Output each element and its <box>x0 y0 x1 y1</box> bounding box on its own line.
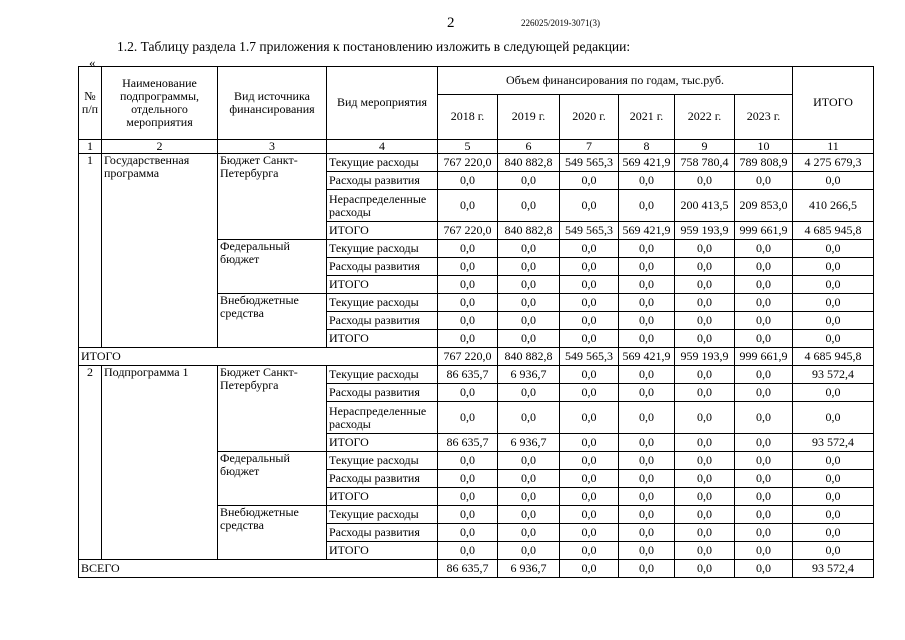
program-name: Государственная программа <box>102 154 218 348</box>
value-cell: 410 266,5 <box>793 190 874 222</box>
value-cell: 0,0 <box>560 402 619 434</box>
activity-type: Текущие расходы <box>327 366 438 384</box>
activity-type: Нераспределенные расходы <box>327 190 438 222</box>
value-cell: 0,0 <box>619 258 675 276</box>
total-value: 0,0 <box>735 560 793 578</box>
funding-source: Федеральный бюджет <box>218 452 327 506</box>
value-cell: 0,0 <box>793 488 874 506</box>
value-cell: 0,0 <box>675 488 735 506</box>
total-value: 840 882,8 <box>498 348 560 366</box>
header-num: № п/п <box>79 67 102 140</box>
value-cell: 0,0 <box>735 366 793 384</box>
intro-paragraph: 1.2. Таблицу раздела 1.7 приложения к постановлению изложить в следующей редакции: <box>117 39 631 54</box>
header-total: ИТОГО <box>793 67 874 140</box>
value-cell: 0,0 <box>675 276 735 294</box>
value-cell: 0,0 <box>438 330 498 348</box>
activity-type: Нераспределенные расходы <box>327 402 438 434</box>
funding-source: Внебюджетные средства <box>218 506 327 560</box>
value-cell: 758 780,4 <box>675 154 735 172</box>
value-cell: 0,0 <box>735 402 793 434</box>
value-cell: 0,0 <box>498 452 560 470</box>
value-cell: 0,0 <box>438 172 498 190</box>
column-number: 1 <box>79 140 102 154</box>
value-cell: 840 882,8 <box>498 222 560 240</box>
value-cell: 0,0 <box>675 366 735 384</box>
total-value: 4 685 945,8 <box>793 348 874 366</box>
value-cell: 0,0 <box>619 294 675 312</box>
value-cell: 0,0 <box>619 434 675 452</box>
column-number: 4 <box>327 140 438 154</box>
value-cell: 0,0 <box>560 312 619 330</box>
value-cell: 0,0 <box>793 172 874 190</box>
total-value: 0,0 <box>560 560 619 578</box>
table-row <box>79 366 874 384</box>
page-number: 2 <box>447 15 455 31</box>
value-cell: 0,0 <box>793 294 874 312</box>
value-cell: 0,0 <box>438 506 498 524</box>
value-cell: 0,0 <box>498 330 560 348</box>
value-cell: 0,0 <box>560 294 619 312</box>
value-cell: 0,0 <box>619 190 675 222</box>
value-cell: 0,0 <box>793 506 874 524</box>
value-cell: 0,0 <box>498 402 560 434</box>
value-cell: 0,0 <box>498 488 560 506</box>
total-label: ИТОГО <box>79 348 438 366</box>
value-cell: 0,0 <box>793 470 874 488</box>
value-cell: 0,0 <box>793 384 874 402</box>
total-value: 549 565,3 <box>560 348 619 366</box>
table-row <box>79 154 874 172</box>
activity-type: Расходы развития <box>327 524 438 542</box>
value-cell: 0,0 <box>498 276 560 294</box>
activity-type: ИТОГО <box>327 488 438 506</box>
activity-type: Текущие расходы <box>327 240 438 258</box>
value-cell: 0,0 <box>619 470 675 488</box>
funding-source: Федеральный бюджет <box>218 240 327 294</box>
value-cell: 0,0 <box>560 506 619 524</box>
value-cell: 0,0 <box>793 542 874 560</box>
activity-type: Текущие расходы <box>327 154 438 172</box>
value-cell: 0,0 <box>619 276 675 294</box>
value-cell: 0,0 <box>675 258 735 276</box>
value-cell: 549 565,3 <box>560 222 619 240</box>
value-cell: 0,0 <box>619 172 675 190</box>
value-cell: 0,0 <box>438 402 498 434</box>
value-cell: 0,0 <box>560 190 619 222</box>
opening-quote: « <box>89 55 96 70</box>
header-year: 2022 г. <box>675 95 735 140</box>
value-cell: 0,0 <box>675 384 735 402</box>
value-cell: 0,0 <box>619 506 675 524</box>
value-cell: 0,0 <box>498 470 560 488</box>
value-cell: 0,0 <box>560 434 619 452</box>
value-cell: 0,0 <box>675 402 735 434</box>
value-cell: 0,0 <box>498 258 560 276</box>
value-cell: 0,0 <box>735 276 793 294</box>
value-cell: 0,0 <box>675 240 735 258</box>
value-cell: 93 572,4 <box>793 366 874 384</box>
value-cell: 0,0 <box>560 366 619 384</box>
value-cell: 0,0 <box>619 312 675 330</box>
activity-type: Текущие расходы <box>327 294 438 312</box>
value-cell: 0,0 <box>560 384 619 402</box>
value-cell: 0,0 <box>560 330 619 348</box>
column-number: 10 <box>735 140 793 154</box>
value-cell: 0,0 <box>560 470 619 488</box>
value-cell: 0,0 <box>793 452 874 470</box>
program-name: Подпрограмма 1 <box>102 366 218 560</box>
value-cell: 0,0 <box>793 258 874 276</box>
value-cell: 0,0 <box>735 312 793 330</box>
value-cell: 0,0 <box>560 524 619 542</box>
value-cell: 0,0 <box>560 542 619 560</box>
column-number: 5 <box>438 140 498 154</box>
total-row <box>79 560 874 578</box>
header-volume: Объем финансирования по годам, тыс.руб. <box>438 67 793 95</box>
activity-type: ИТОГО <box>327 542 438 560</box>
total-value: 93 572,4 <box>793 560 874 578</box>
value-cell: 0,0 <box>438 470 498 488</box>
value-cell: 0,0 <box>498 240 560 258</box>
value-cell: 0,0 <box>438 258 498 276</box>
header-year: 2021 г. <box>619 95 675 140</box>
column-number: 9 <box>675 140 735 154</box>
value-cell: 0,0 <box>438 294 498 312</box>
value-cell: 0,0 <box>560 452 619 470</box>
value-cell: 0,0 <box>438 276 498 294</box>
value-cell: 6 936,7 <box>498 434 560 452</box>
activity-type: ИТОГО <box>327 222 438 240</box>
activity-type: Расходы развития <box>327 258 438 276</box>
total-value: 0,0 <box>619 560 675 578</box>
value-cell: 0,0 <box>560 276 619 294</box>
financing-table <box>78 66 874 578</box>
value-cell: 0,0 <box>675 312 735 330</box>
document-code: 226025/2019-3071(3) <box>521 18 600 28</box>
value-cell: 0,0 <box>793 240 874 258</box>
value-cell: 0,0 <box>735 240 793 258</box>
value-cell: 0,0 <box>438 524 498 542</box>
value-cell: 0,0 <box>498 506 560 524</box>
value-cell: 0,0 <box>619 384 675 402</box>
value-cell: 0,0 <box>498 294 560 312</box>
value-cell: 0,0 <box>619 330 675 348</box>
value-cell: 0,0 <box>619 524 675 542</box>
activity-type: Расходы развития <box>327 312 438 330</box>
value-cell: 0,0 <box>675 470 735 488</box>
value-cell: 0,0 <box>498 542 560 560</box>
value-cell: 0,0 <box>560 258 619 276</box>
value-cell: 93 572,4 <box>793 434 874 452</box>
activity-type: ИТОГО <box>327 434 438 452</box>
activity-type: Текущие расходы <box>327 506 438 524</box>
value-cell: 0,0 <box>498 384 560 402</box>
value-cell: 0,0 <box>735 384 793 402</box>
value-cell: 0,0 <box>793 330 874 348</box>
total-label: ВСЕГО <box>79 560 438 578</box>
value-cell: 0,0 <box>675 434 735 452</box>
value-cell: 0,0 <box>735 524 793 542</box>
value-cell: 0,0 <box>675 542 735 560</box>
row-number: 1 <box>79 154 102 348</box>
value-cell: 767 220,0 <box>438 222 498 240</box>
total-value: 999 661,9 <box>735 348 793 366</box>
value-cell: 0,0 <box>675 294 735 312</box>
total-value: 6 936,7 <box>498 560 560 578</box>
value-cell: 0,0 <box>735 258 793 276</box>
value-cell: 86 635,7 <box>438 434 498 452</box>
column-number: 3 <box>218 140 327 154</box>
value-cell: 0,0 <box>735 470 793 488</box>
activity-type: ИТОГО <box>327 276 438 294</box>
value-cell: 0,0 <box>735 542 793 560</box>
value-cell: 767 220,0 <box>438 154 498 172</box>
value-cell: 569 421,9 <box>619 222 675 240</box>
value-cell: 0,0 <box>438 190 498 222</box>
total-value: 767 220,0 <box>438 348 498 366</box>
value-cell: 0,0 <box>735 294 793 312</box>
value-cell: 0,0 <box>619 402 675 434</box>
value-cell: 0,0 <box>438 452 498 470</box>
value-cell: 0,0 <box>735 172 793 190</box>
value-cell: 0,0 <box>619 452 675 470</box>
total-value: 86 635,7 <box>438 560 498 578</box>
value-cell: 569 421,9 <box>619 154 675 172</box>
value-cell: 549 565,3 <box>560 154 619 172</box>
value-cell: 0,0 <box>735 488 793 506</box>
activity-type: ИТОГО <box>327 330 438 348</box>
value-cell: 0,0 <box>675 330 735 348</box>
value-cell: 959 193,9 <box>675 222 735 240</box>
value-cell: 6 936,7 <box>498 366 560 384</box>
value-cell: 0,0 <box>619 488 675 506</box>
value-cell: 4 685 945,8 <box>793 222 874 240</box>
value-cell: 0,0 <box>560 240 619 258</box>
total-row <box>79 348 874 366</box>
column-number: 2 <box>102 140 218 154</box>
value-cell: 0,0 <box>498 190 560 222</box>
header-year: 2020 г. <box>560 95 619 140</box>
activity-type: Расходы развития <box>327 172 438 190</box>
value-cell: 840 882,8 <box>498 154 560 172</box>
value-cell: 0,0 <box>560 488 619 506</box>
total-value: 569 421,9 <box>619 348 675 366</box>
value-cell: 0,0 <box>675 172 735 190</box>
header-name: Наименование подпрограммы, отдельного мероприятия <box>102 67 218 140</box>
value-cell: 0,0 <box>735 506 793 524</box>
value-cell: 0,0 <box>438 542 498 560</box>
value-cell: 0,0 <box>675 452 735 470</box>
row-number: 2 <box>79 366 102 560</box>
value-cell: 0,0 <box>735 434 793 452</box>
column-number: 6 <box>498 140 560 154</box>
header-source: Вид источника финансирования <box>218 67 327 140</box>
column-number: 8 <box>619 140 675 154</box>
activity-type: Расходы развития <box>327 470 438 488</box>
value-cell: 0,0 <box>675 524 735 542</box>
value-cell: 0,0 <box>498 312 560 330</box>
value-cell: 0,0 <box>498 172 560 190</box>
value-cell: 0,0 <box>793 402 874 434</box>
column-number: 11 <box>793 140 874 154</box>
value-cell: 86 635,7 <box>438 366 498 384</box>
value-cell: 0,0 <box>619 240 675 258</box>
funding-source: Бюджет Санкт-Петербурга <box>218 366 327 452</box>
value-cell: 0,0 <box>793 312 874 330</box>
value-cell: 209 853,0 <box>735 190 793 222</box>
value-cell: 0,0 <box>619 542 675 560</box>
funding-source: Внебюджетные средства <box>218 294 327 348</box>
value-cell: 0,0 <box>560 172 619 190</box>
activity-type: Текущие расходы <box>327 452 438 470</box>
total-value: 0,0 <box>675 560 735 578</box>
value-cell: 999 661,9 <box>735 222 793 240</box>
header-activity: Вид мероприятия <box>327 67 438 140</box>
value-cell: 0,0 <box>438 240 498 258</box>
header-year: 2023 г. <box>735 95 793 140</box>
funding-source: Бюджет Санкт-Петербурга <box>218 154 327 240</box>
header-year: 2018 г. <box>438 95 498 140</box>
total-value: 959 193,9 <box>675 348 735 366</box>
value-cell: 789 808,9 <box>735 154 793 172</box>
value-cell: 0,0 <box>438 312 498 330</box>
value-cell: 4 275 679,3 <box>793 154 874 172</box>
value-cell: 0,0 <box>793 276 874 294</box>
value-cell: 0,0 <box>438 384 498 402</box>
value-cell: 0,0 <box>438 488 498 506</box>
column-number: 7 <box>560 140 619 154</box>
header-year: 2019 г. <box>498 95 560 140</box>
value-cell: 0,0 <box>675 506 735 524</box>
value-cell: 0,0 <box>735 330 793 348</box>
value-cell: 200 413,5 <box>675 190 735 222</box>
value-cell: 0,0 <box>619 366 675 384</box>
value-cell: 0,0 <box>498 524 560 542</box>
activity-type: Расходы развития <box>327 384 438 402</box>
value-cell: 0,0 <box>793 524 874 542</box>
value-cell: 0,0 <box>735 452 793 470</box>
